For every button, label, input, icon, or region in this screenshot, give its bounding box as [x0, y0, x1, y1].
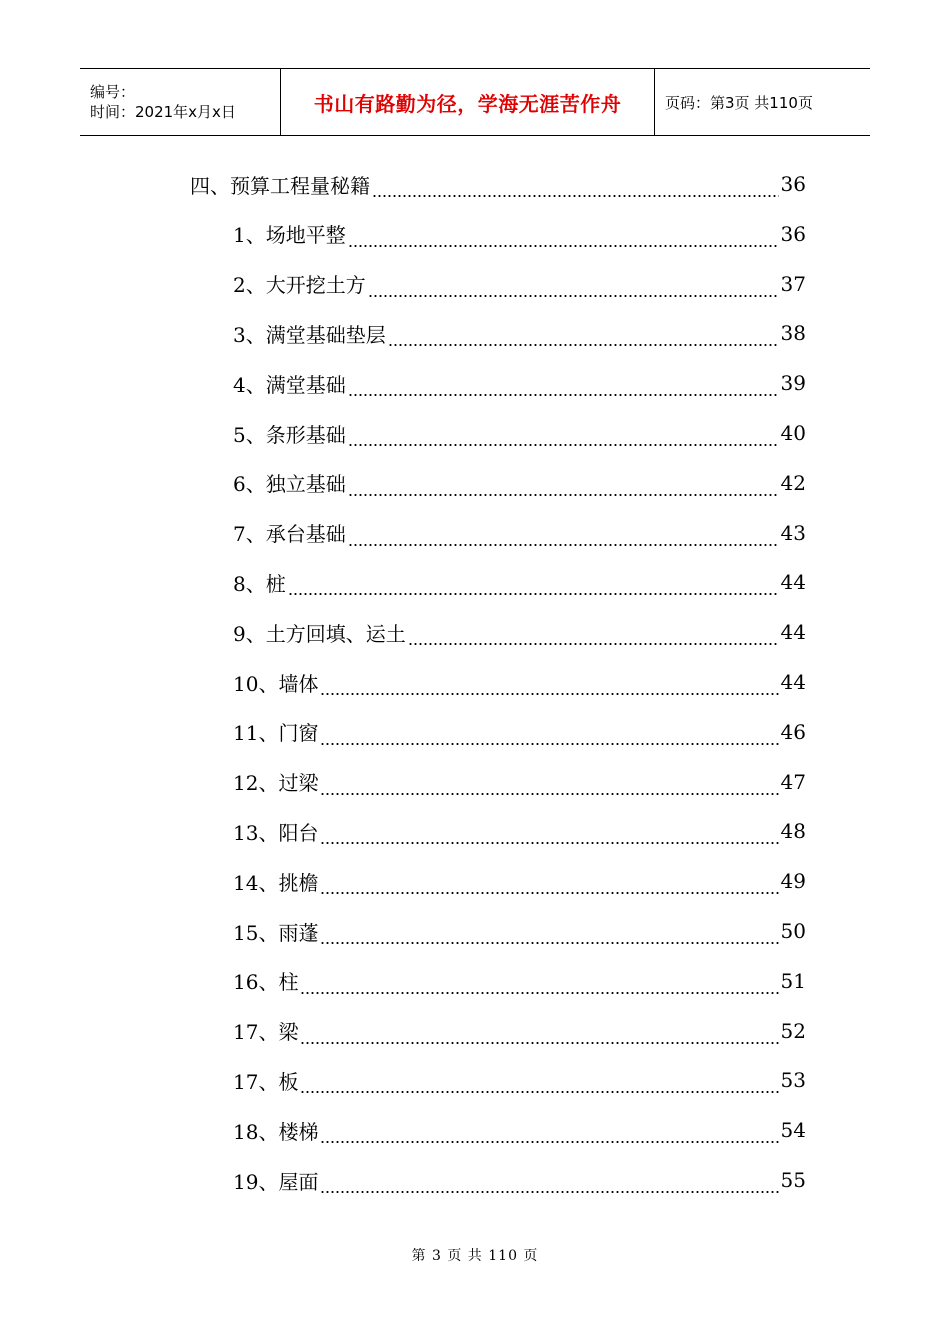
toc-entry-label: 17、板: [233, 1069, 299, 1094]
toc-entry[interactable]: [233, 212, 806, 256]
toc-entry[interactable]: [233, 560, 806, 604]
page-header: [80, 68, 870, 136]
toc-leader-dots: [320, 1124, 778, 1144]
toc-entry[interactable]: [233, 461, 806, 505]
toc-entry-label: 11、门窗: [233, 721, 319, 746]
toc-leader-dots: [348, 527, 779, 547]
toc-entry-label: 7、承台基础: [233, 522, 346, 547]
toc-entry[interactable]: [233, 710, 806, 754]
toc-entry-label: 2、大开挖土方: [233, 273, 366, 298]
toc-entry-page: 44: [780, 670, 806, 694]
toc-entry-label: 17、梁: [233, 1020, 299, 1045]
toc-entry-label: 5、条形基础: [233, 422, 346, 447]
toc-leader-dots: [320, 875, 778, 895]
motto-text: 书山有路勤为径，学海无涯苦作舟: [313, 91, 622, 116]
toc-entry-label: 16、柱: [233, 970, 299, 995]
toc-entry-label: 15、雨蓬: [233, 920, 319, 945]
toc-entry[interactable]: [233, 959, 806, 1003]
toc-entry-page: 50: [780, 919, 806, 943]
toc-entry[interactable]: [190, 162, 806, 206]
toc-entry-page: 55: [780, 1168, 806, 1192]
toc-entry[interactable]: [233, 361, 806, 405]
toc-entry-label: 8、桩: [233, 571, 286, 596]
toc-leader-dots: [320, 676, 778, 696]
header-middle-cell: [281, 69, 655, 135]
toc-leader-dots: [320, 925, 778, 945]
time-label: 时间：2021年x月x日: [90, 103, 236, 121]
toc-entry[interactable]: [233, 511, 806, 555]
toc-entry-label: 3、满堂基础垫层: [233, 322, 386, 347]
toc-leader-dots: [320, 825, 778, 845]
header-right-cell: [655, 69, 870, 135]
toc-entry[interactable]: [233, 1158, 806, 1202]
page-label: 页码：第3页 共110页: [665, 93, 813, 112]
toc-entry-page: 42: [780, 470, 806, 495]
toc-entry[interactable]: [233, 610, 806, 654]
toc-leader-dots: [372, 178, 779, 198]
toc-entry-label: 18、楼梯: [233, 1119, 319, 1144]
toc-entry-label: 10、墙体: [233, 671, 319, 696]
header-left-cell: [80, 69, 281, 135]
toc-entry-label: 四、预算工程量秘籍: [190, 173, 370, 198]
toc-entry-page: 51: [780, 968, 806, 993]
toc-entry-page: 53: [780, 1068, 806, 1093]
toc-entry[interactable]: [233, 311, 806, 355]
toc-leader-dots: [320, 1174, 778, 1194]
toc-entry-page: 49: [780, 869, 806, 894]
toc-entry-page: 38: [780, 321, 806, 346]
toc-leader-dots: [348, 377, 779, 397]
toc-entry-page: 48: [780, 819, 806, 844]
toc-entry-page: 36: [780, 172, 806, 196]
toc-entry-page: 44: [780, 620, 806, 645]
toc-entry-page: 54: [780, 1118, 806, 1143]
toc-entry-label: 9、土方回填、运土: [233, 621, 406, 646]
toc-entry[interactable]: [233, 262, 806, 306]
toc-entry[interactable]: [233, 411, 806, 455]
toc-entry-page: 52: [780, 1018, 806, 1043]
toc-leader-dots: [300, 1074, 778, 1094]
toc-entry-label: 19、屋面: [233, 1169, 319, 1194]
toc-entry-page: 40: [780, 421, 806, 445]
toc-leader-dots: [368, 278, 779, 298]
toc-leader-dots: [288, 576, 779, 596]
toc-leader-dots: [408, 626, 779, 646]
toc-leader-dots: [320, 726, 778, 746]
toc-entry-label: 6、独立基础: [233, 472, 346, 497]
toc-entry-label: 4、满堂基础: [233, 372, 346, 397]
toc-entry[interactable]: [233, 1058, 806, 1102]
toc-leader-dots: [300, 1025, 778, 1045]
toc-entry-page: 44: [780, 570, 806, 595]
toc-entry-page: 43: [780, 520, 806, 545]
toc-entry-page: 36: [780, 221, 806, 246]
toc-entry[interactable]: [233, 859, 806, 903]
toc-leader-dots: [348, 477, 779, 497]
toc-leader-dots: [348, 228, 779, 248]
toc-leader-dots: [300, 975, 778, 995]
toc-leader-dots: [388, 327, 779, 347]
toc-entry-label: 1、场地平整: [233, 223, 346, 248]
toc-entry[interactable]: [233, 660, 806, 704]
toc-entry-page: 37: [780, 271, 806, 296]
toc-entry[interactable]: [233, 1009, 806, 1053]
toc-entry[interactable]: [233, 909, 806, 953]
toc-leader-dots: [320, 776, 778, 796]
toc-entry[interactable]: [233, 1108, 806, 1152]
toc-entry-page: 39: [780, 371, 806, 396]
toc-entry[interactable]: [233, 809, 806, 853]
toc-leader-dots: [348, 427, 779, 447]
toc-entry-label: 13、阳台: [233, 820, 319, 845]
toc-entry-label: 14、挑檐: [233, 870, 319, 895]
toc-entry[interactable]: [233, 760, 806, 804]
page-footer: 第 3 页 共 110 页: [411, 1248, 539, 1264]
toc-entry-page: 47: [780, 769, 806, 794]
toc-entry-label: 12、过梁: [233, 771, 319, 796]
number-label: 编号：: [90, 83, 136, 101]
toc-entry-page: 46: [780, 719, 806, 744]
